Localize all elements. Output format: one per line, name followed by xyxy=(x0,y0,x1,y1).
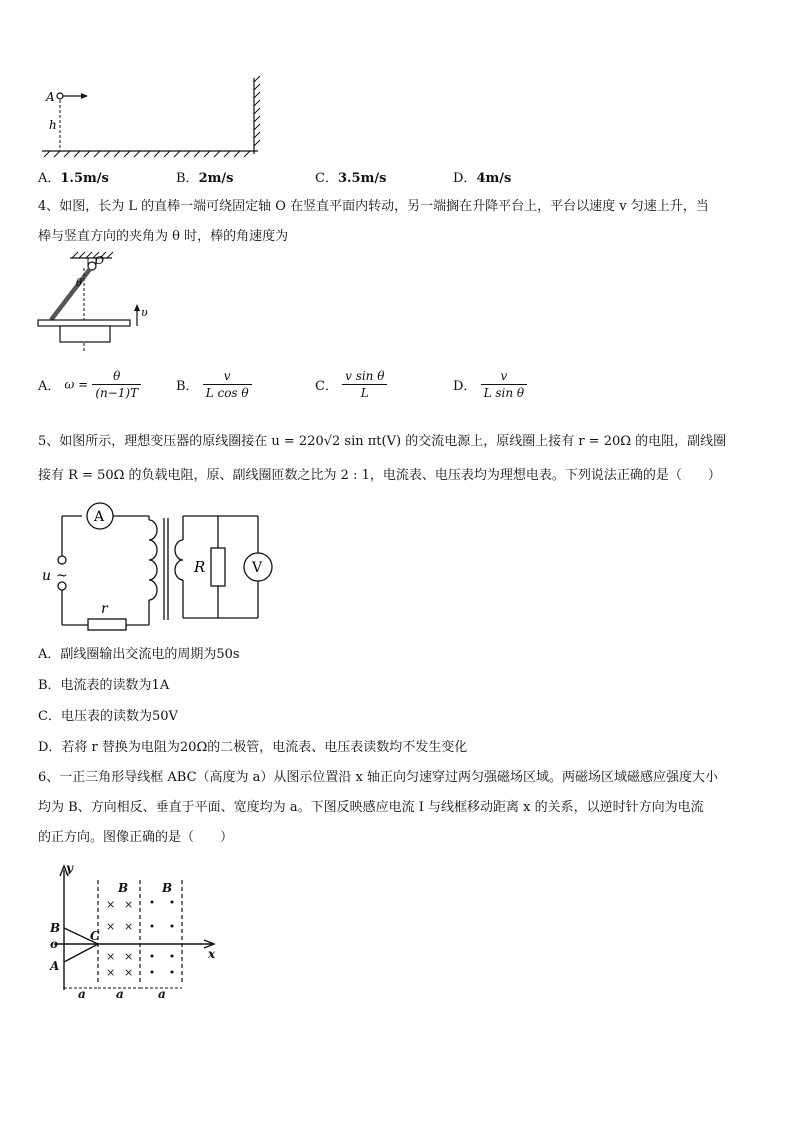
svg-text:×: × xyxy=(124,898,134,911)
q3-option-d-key: D． xyxy=(453,171,477,186)
q4-option-c-key: C． xyxy=(315,379,338,394)
q4-option-c-fraction xyxy=(342,368,387,401)
q6-label-o: o xyxy=(50,937,59,951)
q4-option-a-den: (n−1)T xyxy=(95,386,139,400)
q4-stem-line2: 棒与竖直方向的夹角为 θ 时，棒的角速度为 xyxy=(38,229,289,244)
svg-text:×: × xyxy=(124,920,134,933)
q5-ammeter-label: A xyxy=(94,509,105,525)
q3-option-a-key: A． xyxy=(38,171,61,186)
q6-stem-line1: 6、一正三角形导线框 ABC（高度为 a）从图示位置沿 x 轴正向匀速穿过两匀强磁场区域。两磁场区域磁感应强度大小 xyxy=(38,770,719,785)
q6-label-a-width1: a xyxy=(78,987,86,1000)
q6-stem-line3: 的正方向。图像正确的是（ ） xyxy=(38,830,234,845)
q5-circuit-figure xyxy=(36,500,288,640)
q3-option-a-text: 1.5m/s xyxy=(60,171,109,186)
q4-option-d[interactable] xyxy=(453,368,527,401)
svg-text:×: × xyxy=(124,966,134,979)
q4-option-a-fraction xyxy=(92,368,141,401)
q4-option-b-den: L cos θ xyxy=(205,386,249,400)
q4-label-o: O xyxy=(95,254,105,267)
q4-label-theta: θ xyxy=(76,278,83,289)
q3-option-d[interactable] xyxy=(453,167,511,186)
q5-option-a[interactable]: A．副线圈输出交流电的周期为50s xyxy=(38,647,240,662)
q3-option-c[interactable] xyxy=(315,167,386,186)
q4-option-b-num: v xyxy=(203,368,252,385)
q4-option-a-lhs: ω = xyxy=(64,377,89,392)
q4-option-c-num: v sin θ xyxy=(342,368,387,385)
q6-label-c: C xyxy=(90,929,100,943)
q4-option-d-key: D． xyxy=(453,379,477,394)
q5-source-u-label: u xyxy=(42,568,52,584)
q4-option-b-fraction xyxy=(203,368,252,401)
q3-option-a[interactable] xyxy=(38,167,109,186)
q5-option-c[interactable]: C．电压表的读数为50V xyxy=(38,709,178,724)
q5-resistor-r-big-label: R xyxy=(194,558,206,576)
q3-label-h: h xyxy=(49,118,57,132)
q4-option-d-den: L sin θ xyxy=(483,386,525,400)
q6-label-x: x xyxy=(208,947,216,961)
q4-option-a[interactable] xyxy=(38,368,141,401)
q5-voltmeter-label: V xyxy=(252,560,263,576)
q3-option-b-key: B． xyxy=(176,171,199,186)
q3-option-b-text: 2m/s xyxy=(198,171,234,186)
q4-option-a-key: A． xyxy=(38,379,61,394)
q5-source-symbol: ~ xyxy=(56,568,68,584)
svg-text:×: × xyxy=(106,898,116,911)
q3-figure xyxy=(36,74,266,164)
q4-option-c-den: L xyxy=(360,386,369,400)
q5-option-b[interactable]: B．电流表的读数为1A xyxy=(38,678,170,693)
q4-stem-line1: 4、如图，长为 L 的直棒一端可绕固定轴 O 在竖直平面内转动，另一端搁在升降平台上，平台以速度 v 匀速上升，当 xyxy=(38,199,709,214)
q4-option-d-num: v xyxy=(481,368,528,385)
q5-stem-line2: 接有 R = 50Ω 的负载电阻，原、副线圈匝数之比为 2 : 1，电流表、电压表均为理想电表。下列说法正确的是（ ） xyxy=(38,468,721,483)
q6-label-b: B xyxy=(50,921,61,935)
q5-resistor-r-small-label: r xyxy=(101,601,108,617)
q4-option-b-key: B． xyxy=(176,379,199,394)
q3-option-c-key: C． xyxy=(315,171,338,186)
q6-stem-line2: 均为 B、方向相反、垂直于平面、宽度均为 a。下图反映感应电流 I 与线框移动距离 x 的关系，以逆时针方向为电流 xyxy=(38,800,704,815)
q4-label-v: υ xyxy=(141,306,148,319)
q4-option-c[interactable] xyxy=(315,368,387,401)
q3-label-a: A xyxy=(46,90,55,104)
svg-text:×: × xyxy=(106,920,116,933)
svg-text:×: × xyxy=(106,950,116,963)
q5-stem-line1: 5、如图所示，理想变压器的原线圈接在 u = 220√2 sin πt(V) 的交流电源上，原线圈上接有 r = 20Ω 的电阻，副线圈 xyxy=(38,434,727,449)
q5-option-d[interactable]: D．若将 r 替换为电阻为20Ω的二极管，电流表、电压表读数均不发生变化 xyxy=(38,740,468,755)
q4-option-d-fraction xyxy=(481,368,528,401)
q6-field-figure xyxy=(36,858,226,1000)
svg-text:×: × xyxy=(124,950,134,963)
q6-label-a: A xyxy=(50,959,60,973)
q6-label-b-region1: B xyxy=(118,881,129,895)
q6-label-a-width3: a xyxy=(158,987,166,1000)
svg-text:×: × xyxy=(106,966,116,979)
q6-label-y: y xyxy=(66,861,73,875)
q6-label-b-region2: B xyxy=(162,881,173,895)
q4-option-b[interactable] xyxy=(176,368,252,401)
q3-option-d-text: 4m/s xyxy=(476,171,512,186)
q6-label-a-width2: a xyxy=(116,987,124,1000)
q3-option-b[interactable] xyxy=(176,167,233,186)
q4-option-a-num: θ xyxy=(92,368,141,385)
q3-option-c-text: 3.5m/s xyxy=(337,171,387,186)
q4-figure xyxy=(34,250,164,356)
